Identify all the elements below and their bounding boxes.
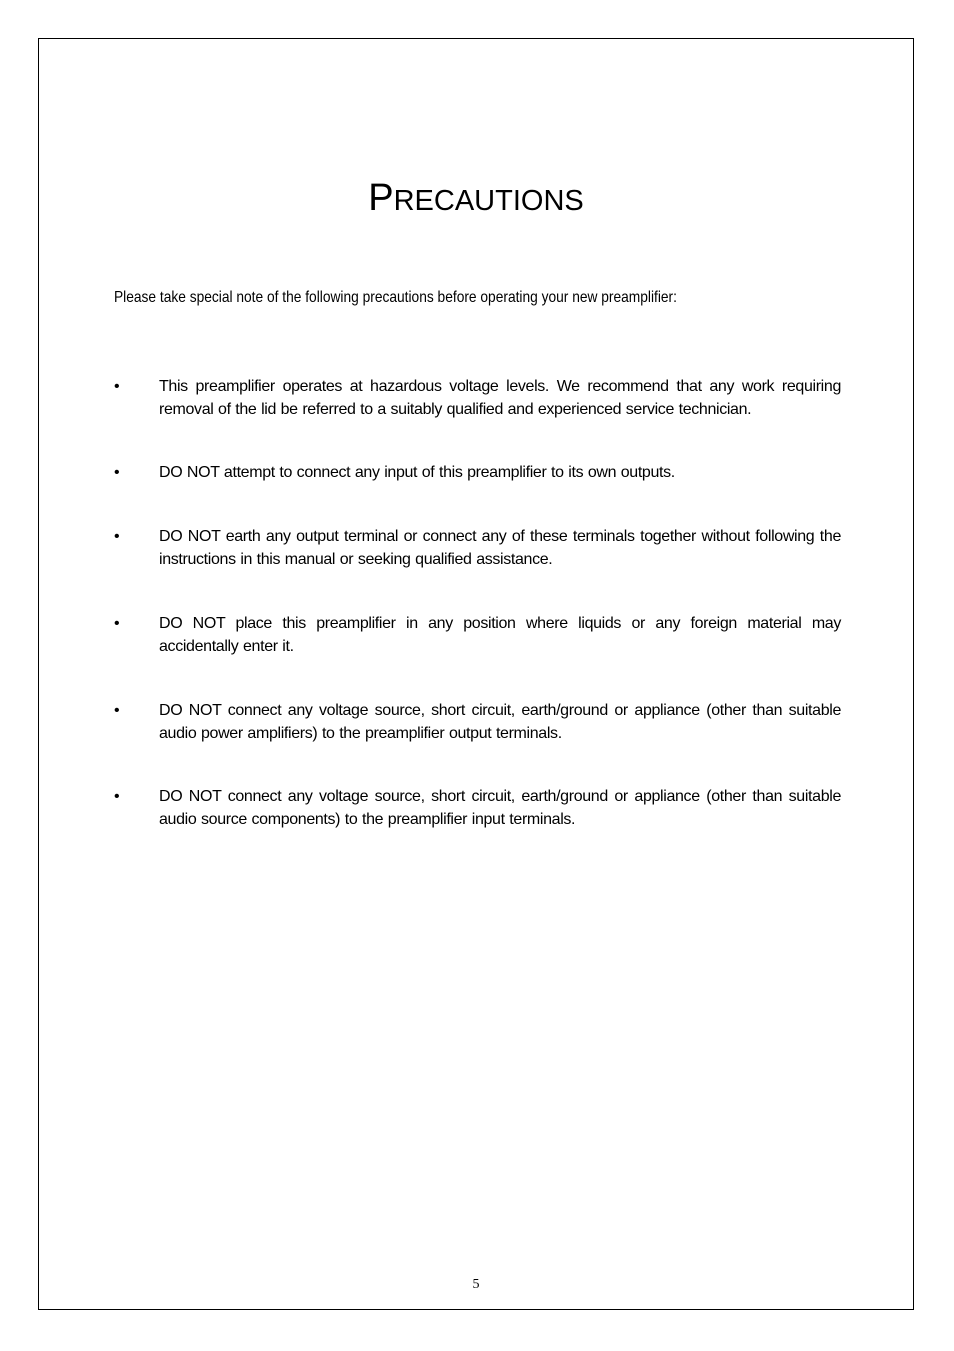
precaution-text: DO NOT earth any output terminal or connect any of these terminals together without following the instructions in this manual or seeking qualified assistance. — [159, 528, 841, 568]
page-number: 5 — [472, 1277, 480, 1292]
intro-paragraph: Please take special note of the following precautions before operating your new preamplifier: — [114, 289, 677, 306]
precaution-text: DO NOT connect any voltage source, short circuit, earth/ground or appliance (other than suitable audio source components) to the preamplifier input terminals. — [159, 788, 841, 828]
page-title-rest: RECAUTIONS — [393, 185, 584, 217]
bullet-icon: • — [114, 615, 120, 632]
precaution-text: This preamplifier operates at hazardous voltage levels. We recommend that any work requiring removal of the lid be referred to a suitably qualified and experienced service technician. — [159, 378, 841, 418]
bullet-icon: • — [114, 788, 120, 805]
page-title — [39, 179, 913, 217]
precaution-text: DO NOT attempt to connect any input of this preamplifier to its own outputs. — [159, 464, 675, 481]
bullet-icon: • — [114, 464, 120, 481]
precaution-text: DO NOT place this preamplifier in any position where liquids or any foreign material may accidentally enter it. — [159, 615, 841, 655]
page-title-first-letter: P — [368, 177, 394, 219]
bullet-icon: • — [114, 378, 120, 395]
precaution-text: DO NOT connect any voltage source, short circuit, earth/ground or appliance (other than suitable audio power amplifiers) to the preamplifier output terminals. — [159, 702, 841, 742]
bullet-icon: • — [114, 702, 120, 719]
bullet-icon: • — [114, 528, 120, 545]
page-frame — [38, 38, 914, 1310]
